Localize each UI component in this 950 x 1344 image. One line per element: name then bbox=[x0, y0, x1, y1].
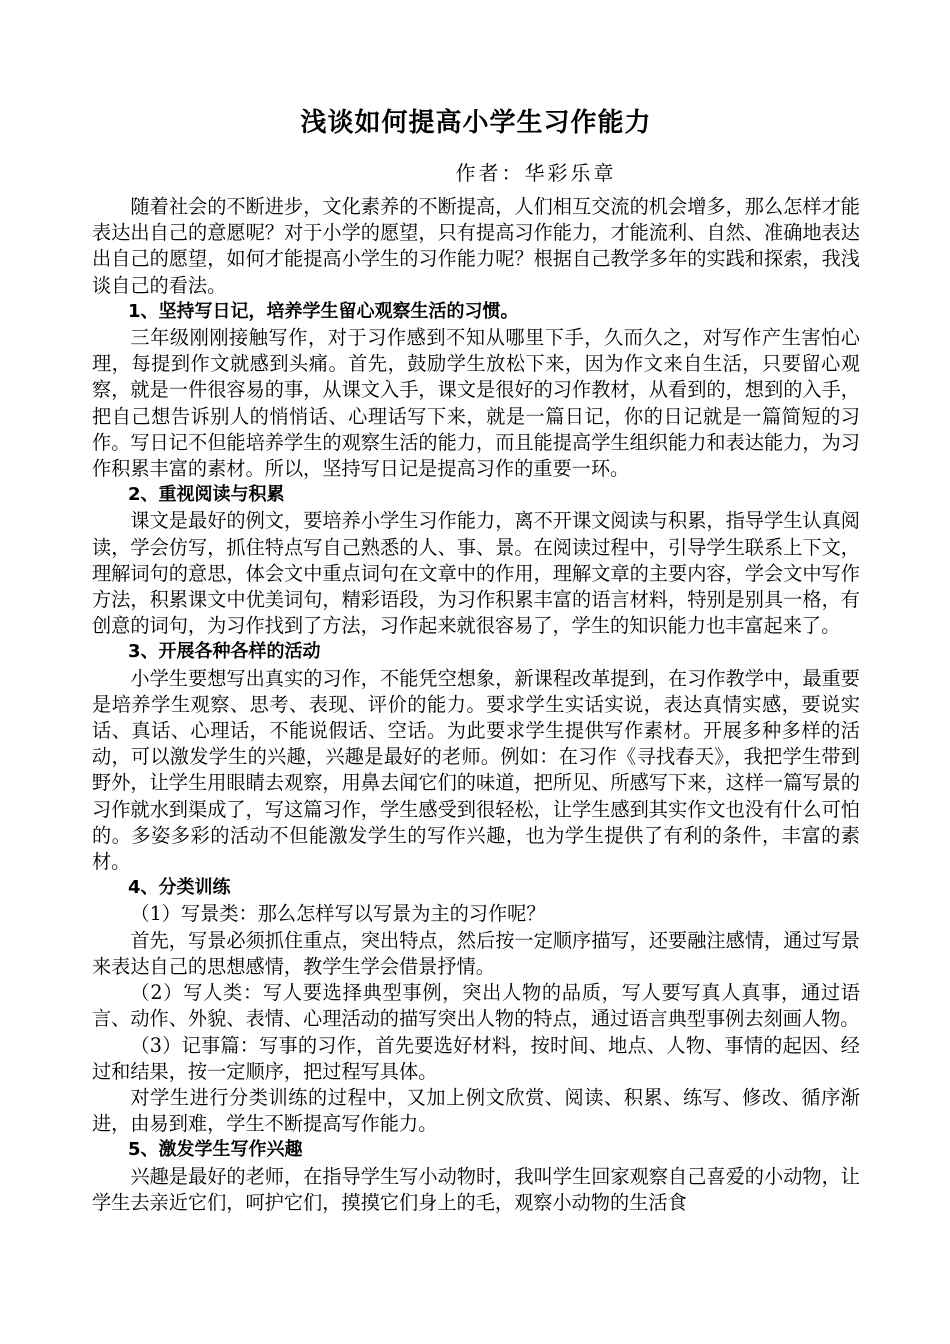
section-2-heading: 2、重视阅读与积累 bbox=[128, 484, 285, 506]
document-page bbox=[92, 100, 860, 1216]
section-4-paragraph-people: （2）写人类：写人要选择典型事例，突出人物的品质，写人要写真人真事，通过语言、动作、外貌、表情、心理活动的描写突出人物的特点，通过语言典型事例去刻画人物。 bbox=[92, 981, 860, 1031]
section-5-heading: 5、激发学生写作兴趣 bbox=[128, 1139, 303, 1161]
section-5-paragraph: 兴趣是最好的老师，在指导学生写小动物时，我叫学生回家观察自己喜爱的小动物，让学生去亲近它们，呵护它们，摸摸它们身上的毛，观察小动物的生活食 bbox=[92, 1164, 860, 1214]
section-4-paragraph-scenery: （1）写景类：那么怎样写以写景为主的习作呢？ bbox=[130, 902, 546, 926]
intro-paragraph: 随着社会的不断进步，文化素养的不断提高，人们相互交流的机会增多，那么怎样才能表达出自己的意愿呢？对于小学的愿望，只有提高习作能力，才能流利、自然、准确地表达出自己的愿望，如何才能提高小学生的习作能力呢？根据自己教学多年的实践和探索，我浅谈自己的看法。 bbox=[92, 195, 860, 297]
section-3-heading: 3、开展各种各样的活动 bbox=[128, 641, 321, 663]
section-4-paragraph-events: （3）记事篇：写事的习作，首先要选好材料，按时间、地点、人物、事情的起因、经过和结果，按一定顺序，把过程写具体。 bbox=[92, 1033, 860, 1083]
document-title: 浅谈如何提高小学生习作能力 bbox=[300, 108, 652, 138]
section-1-heading: 1、坚持写日记，培养学生留心观察生活的习惯。 bbox=[128, 300, 519, 322]
section-3-paragraph: 小学生要想写出真实的习作，不能凭空想象，新课程改革提到，在习作教学中，最重要是培养学生观察、思考、表现、评价的能力。要求学生实话实说，表达真情实感，要说实话、真话、心理话，不能说假话、空话。为此要求学生提供写作素材。开展多种多样的活动，可以激发学生的兴趣，兴趣是最好的老师。例如：在习作《寻找春天》，我把学生带到野外，让学生用眼睛去观察，用鼻去闻它们的味道，把所见、所感写下来，这样一篇写景的习作就水到渠成了，写这篇习作，学生感受到很轻松，让学生感到其实作文也没有什么可怕的。多姿多彩的活动不但能激发学生的写作兴趣，也为学生提供了有利的条件，丰富的素材。 bbox=[92, 666, 860, 874]
author-line: 作者：华彩乐章 bbox=[455, 161, 617, 185]
section-1-paragraph: 三年级刚刚接触写作，对于习作感到不知从哪里下手，久而久之，对写作产生害怕心理，每提到作文就感到头痛。首先，鼓励学生放松下来，因为作文来自生活，只要留心观察，就是一件很容易的事，从课文入手，课文是很好的习作教材，从看到的，想到的入手，把自己想告诉别人的悄悄话、心理话写下来，就是一篇日记，你的日记就是一篇简短的习作。写日记不但能培养学生的观察生活的能力，而且能提高学生组织能力和表达能力，为习作积累丰富的素材。所以，坚持写日记是提高习作的重要一环。 bbox=[92, 326, 860, 481]
section-4-paragraph-summary: 对学生进行分类训练的过程中，又加上例文欣赏、阅读、积累、练写、修改、循序渐进，由易到难，学生不断提高写作能力。 bbox=[92, 1085, 860, 1136]
section-2-paragraph: 课文是最好的例文，要培养小学生习作能力，离不开课文阅读与积累，指导学生认真阅读，学会仿写，抓住特点写自己熟悉的人、事、景。在阅读过程中，引导学生联系上下文，理解词句的意思，体会文中重点词句在文章中的作用，理解文章的主要内容，学会文中写作方法，积累课文中优美词句，精彩语段，为习作积累丰富的语言材料，特别是别具一格，有创意的词句，为习作找到了方法，习作起来就很容易了，学生的知识能力也丰富起来了。 bbox=[92, 509, 860, 638]
section-4-heading: 4、分类训练 bbox=[128, 877, 231, 899]
section-4-paragraph-scenery-detail: 首先，写景必须抓住重点，突出特点，然后按一定顺序描写，还要融注感情，通过写景来表达自己的思想感情，教学生学会借景抒情。 bbox=[92, 928, 860, 978]
